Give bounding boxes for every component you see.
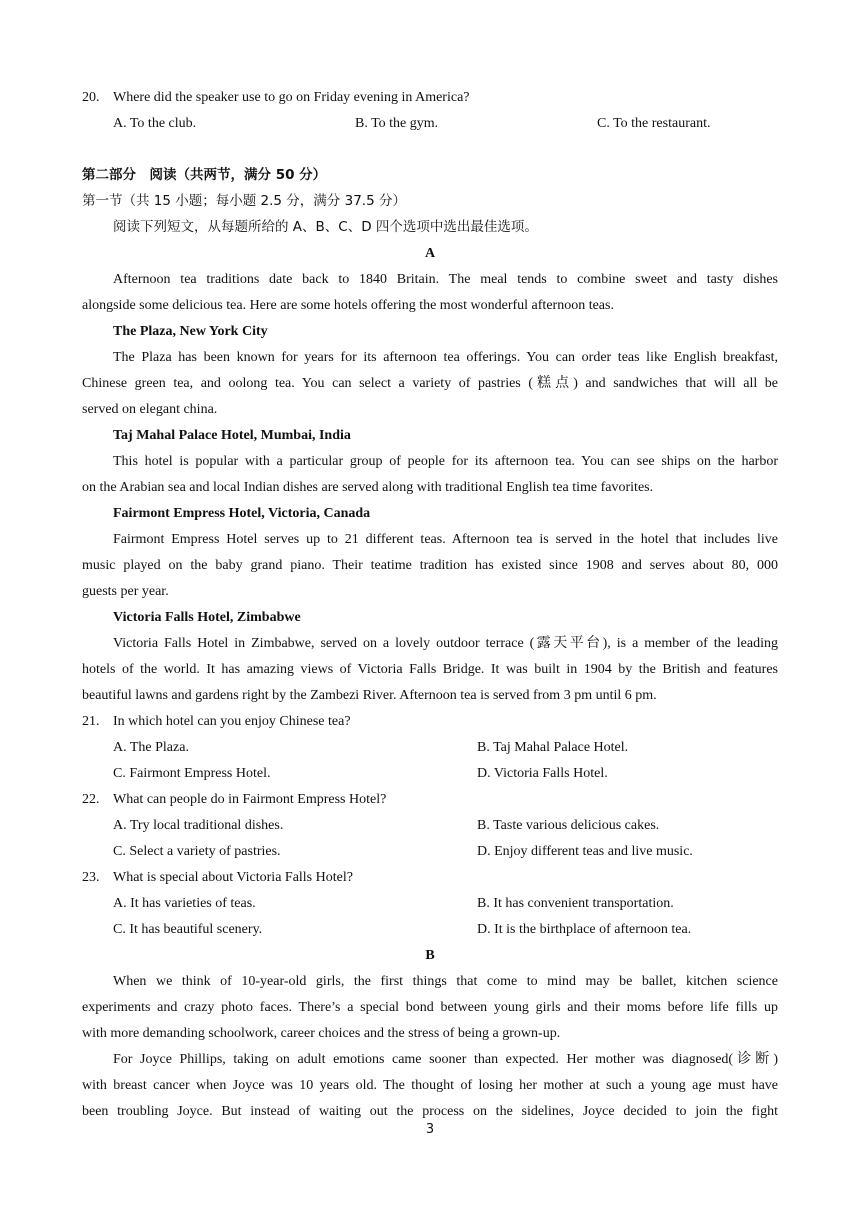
- option-a: A. The Plaza.: [113, 740, 189, 755]
- paragraph-line: This hotel is popular with a particular group of people for its afternoon tea. You can see ships on the harbor: [113, 454, 778, 469]
- option-b: B. Taj Mahal Palace Hotel.: [477, 740, 629, 755]
- option-c: C. It has beautiful scenery.: [113, 922, 263, 937]
- option-b: B. It has convenient transportation.: [477, 896, 674, 911]
- option-c: C. To the restaurant.: [597, 116, 711, 131]
- instruction: 阅读下列短文，从每题所给的 A、B、C、D 四个选项中选出最佳选项。: [113, 219, 538, 235]
- paragraph-line: with breast cancer when Joyce was 10 years old. The thought of losing her mother at such a young age must have: [82, 1078, 778, 1093]
- passage-label-a: A: [424, 246, 436, 261]
- hotel-heading: Fairmont Empress Hotel, Victoria, Canada: [113, 506, 371, 521]
- question-21: [82, 709, 351, 735]
- paragraph-line: been troubling Joyce. But instead of waiting out the process on the sidelines, Joyce decided to join the fight: [82, 1104, 778, 1119]
- paragraph-line: When we think of 10-year-old girls, the first things that come to mind may be ballet, kitchen science: [113, 974, 778, 989]
- question-number: 20.: [82, 90, 100, 105]
- question-number: 21.: [82, 714, 100, 729]
- paragraph-line: music played on the baby grand piano. Their teatime tradition has existed since 1908 and serves about 80, 000: [82, 558, 778, 573]
- question-20: [82, 85, 470, 111]
- option-b: B. Taste various delicious cakes.: [477, 818, 660, 833]
- paragraph-line: Fairmont Empress Hotel serves up to 21 different teas. Afternoon tea is served in the hotel that includes live: [113, 532, 778, 547]
- option-a: A. It has varieties of teas.: [113, 896, 256, 911]
- option-c: C. Fairmont Empress Hotel.: [113, 766, 271, 781]
- paragraph-line: on the Arabian sea and local Indian dishes are served along with traditional English tea time favorites.: [82, 480, 654, 495]
- part-title: 第二部分 阅读（共两节，满分 50 分）: [82, 167, 327, 183]
- section-title: 第一节（共 15 小题；每小题 2.5 分，满分 37.5 分）: [82, 193, 406, 209]
- hotel-heading: The Plaza, New York City: [113, 324, 268, 339]
- paragraph-line: Chinese green tea, and oolong tea. You can select a variety of pastries (糕点) and sandwiches that will all be: [82, 376, 778, 391]
- option-b: B. To the gym.: [355, 116, 439, 131]
- question-23: [82, 865, 353, 891]
- paragraph-line: beautiful lawns and gardens right by the Zambezi River. Afternoon tea is served from 3 pm until 6 pm.: [82, 688, 657, 703]
- paragraph-line: experiments and crazy photo faces. There’s a special bond between young girls and their moms before life fills up: [82, 1000, 778, 1015]
- paragraph-line: guests per year.: [82, 584, 169, 599]
- paragraph-line: For Joyce Phillips, taking on adult emotions came sooner than expected. Her mother was diagnosed(诊断): [113, 1052, 778, 1067]
- hotel-heading: Victoria Falls Hotel, Zimbabwe: [113, 610, 301, 625]
- option-c: C. Select a variety of pastries.: [113, 844, 281, 859]
- paragraph-line: Victoria Falls Hotel in Zimbabwe, served on a lovely outdoor terrace (露天平台), is a member of the leading: [113, 636, 778, 651]
- option-a: A. Try local traditional dishes.: [113, 818, 284, 833]
- question-number: 23.: [82, 870, 100, 885]
- hotel-heading: Taj Mahal Palace Hotel, Mumbai, India: [113, 428, 351, 443]
- paragraph-line: with more demanding schoolwork, career choices and the stress of being a grown-up.: [82, 1026, 561, 1041]
- paragraph-line: alongside some delicious tea. Here are some hotels offering the most wonderful afternoon teas.: [82, 298, 614, 313]
- question-text: Where did the speaker use to go on Friday evening in America?: [113, 90, 470, 105]
- passage-label-b: B: [425, 948, 435, 963]
- option-d: D. Enjoy different teas and live music.: [477, 844, 693, 859]
- question-text: In which hotel can you enjoy Chinese tea?: [113, 714, 351, 729]
- page-number: 3: [425, 1122, 435, 1137]
- option-a: A. To the club.: [113, 116, 197, 131]
- question-number: 22.: [82, 792, 100, 807]
- question-text: What is special about Victoria Falls Hotel?: [113, 870, 353, 885]
- paragraph-line: Afternoon tea traditions date back to 1840 Britain. The meal tends to combine sweet and tasty dishes: [113, 272, 778, 287]
- paragraph-line: served on elegant china.: [82, 402, 218, 417]
- option-d: D. It is the birthplace of afternoon tea.: [477, 922, 692, 937]
- question-22: [82, 787, 386, 813]
- question-text: What can people do in Fairmont Empress Hotel?: [113, 792, 387, 807]
- paragraph-line: The Plaza has been known for years for its afternoon tea offerings. You can order teas like English breakfast,: [113, 350, 778, 365]
- option-d: D. Victoria Falls Hotel.: [477, 766, 608, 781]
- paragraph-line: hotels of the world. It has amazing views of Victoria Falls Bridge. It was built in 1904 by the British and features: [82, 662, 778, 677]
